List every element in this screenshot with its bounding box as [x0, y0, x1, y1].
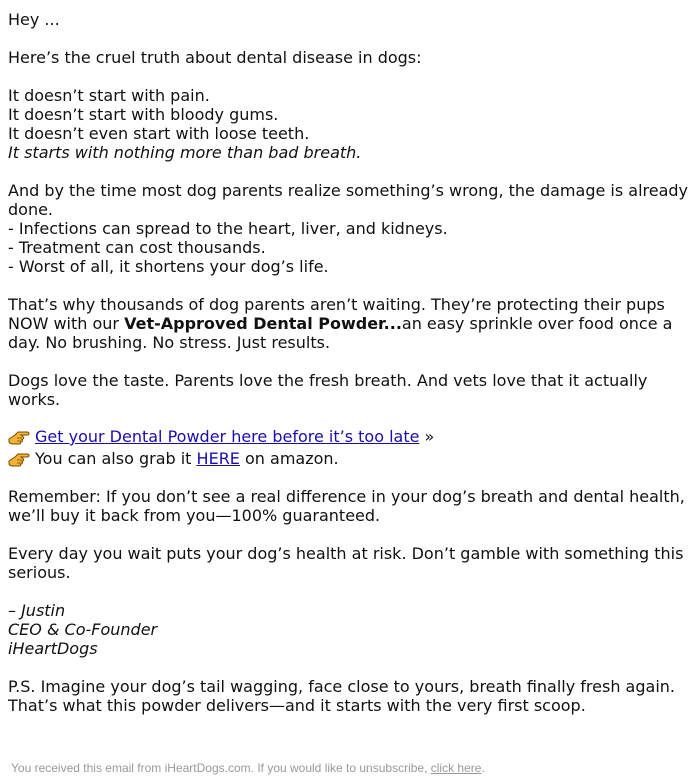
signature-name: – Justin [8, 601, 66, 620]
signature-title: CEO & Co-Founder [8, 620, 158, 639]
pointing-hand-icon [8, 429, 30, 445]
cta-row-primary [8, 426, 694, 448]
amazon-here-link[interactable]: HERE [196, 449, 240, 468]
greeting: Hey ... [8, 10, 60, 29]
email-body [8, 10, 694, 715]
truth-line: It doesn’t even start with loose teeth. [8, 124, 310, 143]
dental-powder-link[interactable]: Get your Dental Powder here before it’s too late [35, 427, 420, 446]
truth-line-italic: It starts with nothing more than bad breath. [8, 143, 362, 162]
signature-company: iHeartDogs [8, 639, 98, 658]
footer-period: . [481, 761, 485, 775]
pointing-hand-icon [8, 451, 30, 467]
cta-arrow: » [419, 427, 435, 446]
footer-text: You received this email from iHeartDogs.com. If you would like to unsubscribe, [11, 761, 431, 775]
love-paragraph: Dogs love the taste. Parents love the fresh breath. And vets love that it actually works. [8, 371, 648, 409]
ps-paragraph: P.S. Imagine your dog’s tail wagging, face close to yours, breath finally fresh again. That’s what this powder delivers—and it starts with the very first scoop. [8, 677, 675, 715]
damage-paragraph: And by the time most dog parents realize something’s wrong, the damage is already done. [8, 181, 689, 219]
offer-text-end: an easy sprinkle over food once a day. No brushing. No stress. Just results. [8, 314, 673, 352]
guarantee-paragraph: Remember: If you don’t see a real difference in your dog’s breath and dental health, we’ll buy it back from you—100% guaranteed. [8, 487, 685, 525]
bullet-item: - Infections can spread to the heart, liver, and kidneys. [8, 219, 448, 238]
truth-line: It doesn’t start with bloody gums. [8, 105, 279, 124]
truth-line: It doesn’t start with pain. [8, 86, 210, 105]
intro-text: Here’s the cruel truth about dental disease in dogs: [8, 48, 422, 67]
amazon-text: You can also grab it [35, 449, 197, 468]
bullet-item: - Treatment can cost thousands. [8, 238, 266, 257]
urgency-paragraph: Every day you wait puts your dog’s health at risk. Don’t gamble with something this serious. [8, 544, 684, 582]
email-footer [11, 761, 691, 775]
bullet-item: - Worst of all, it shortens your dog’s life. [8, 257, 329, 276]
amazon-text-end: on amazon. [239, 449, 339, 468]
unsubscribe-link[interactable]: click here [430, 761, 482, 775]
offer-paragraph [8, 295, 694, 352]
offer-text: That’s why thousands of dog parents aren’t waiting. They’re protecting their pups NOW with our [8, 295, 665, 333]
cta-row-amazon [8, 448, 694, 470]
product-name: Vet-Approved Dental Powder... [124, 314, 402, 333]
